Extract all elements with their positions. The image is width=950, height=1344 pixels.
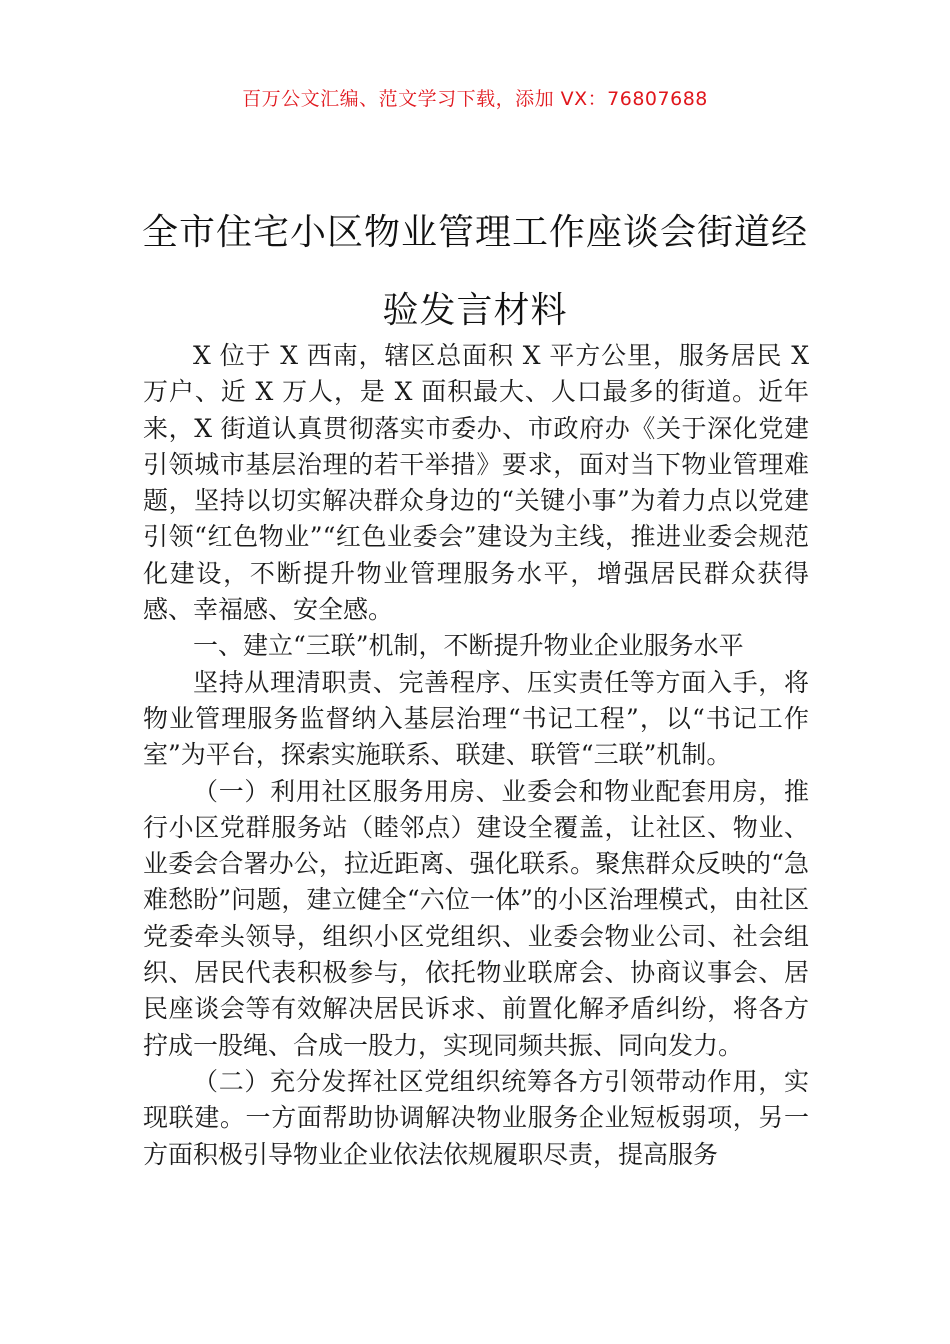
- header-watermark-note: 百万公文汇编、范文学习下载，添加 VX：76807688: [242, 88, 708, 110]
- subsection-1-paragraph: （一）利用社区服务用房、业委会和物业配套用房，推行小区党群服务站（睦邻点）建设全覆盖，让社区、物业、业委会合署办公，拉近距离、强化联系。聚焦群众反映的“急难愁盼”问题，建立健全“六位一体”的小区治理模式，由社区党委牵头领导，组织小区党组织、业委会物业公司、社会组织、居民代表积极参与，依托物业联席会、协商议事会、居民座谈会等有效解决居民诉求、前置化解矛盾纠纷，将各方拧成一股绳、合成一股力，实现同频共振、同向发力。: [143, 776, 809, 1060]
- subsection-2-paragraph: （二）充分发挥社区党组织统筹各方引领带动作用，实现联建。一方面帮助协调解决物业服务企业短板弱项，另一方面积极引导物业企业依法依规履职尽责，提高服务: [143, 1066, 809, 1169]
- section-1-paragraph: 坚持从理清职责、完善程序、压实责任等方面入手，将物业管理服务监督纳入基层治理“书记工程”，以“书记工作室”为平台，探索实施联系、联建、联管“三联”机制。: [143, 667, 809, 770]
- section-heading-1: 一、建立“三联”机制，不断提升物业企业服务水平: [193, 631, 744, 661]
- intro-paragraph: X 位于 X 西南，辖区总面积 X 平方公里，服务居民 X 万户、近 X 万人，是 X 面积最大、人口最多的街道。近年来，X 街道认真贯彻落实市委办、市政府办《关于深化党建引领城市基层治理的若干举措》要求，面对当下物业管理难题，坚持以切实解决群众身边的“关键小事”为着力点以党建引领“红色物业”“红色业委会”建设为主线，推进业委会规范化建设，不断提升物业管理服务水平，增强居民群众获得感、幸福感、安全感。: [143, 341, 809, 625]
- document-title: 全市住宅小区物业管理工作座谈会街道经验发言材料: [141, 212, 808, 332]
- document-body: [143, 338, 809, 1173]
